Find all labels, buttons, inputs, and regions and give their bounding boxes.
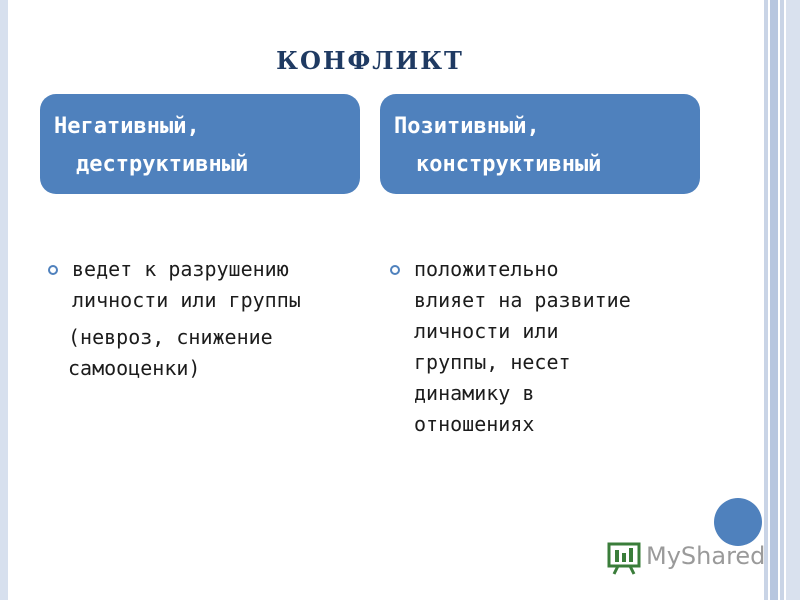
slide-title: КОНФЛИКТ: [276, 46, 464, 75]
negative-box-line1: Негативный,: [54, 114, 200, 139]
left-frame-bar: [0, 0, 8, 600]
positive-text: положительно влияет на развитие личности или группы, несет динамику в отношениях: [414, 257, 631, 436]
negative-box-line2: деструктивный: [76, 152, 249, 177]
bullet-icon: [48, 265, 58, 275]
decorative-circle: [714, 498, 762, 546]
presentation-board-icon: [606, 540, 642, 576]
positive-box-line1: Позитивный,: [394, 114, 540, 139]
positive-box: [380, 94, 700, 194]
negative-text: ведет к разрушению личности или группы: [72, 257, 301, 312]
negative-box: [40, 94, 360, 194]
bullet-icon: [390, 265, 400, 275]
right-decorative-bars: [764, 0, 800, 600]
positive-box-line2: конструктивный: [416, 152, 602, 177]
negative-subtext: (невроз, снижение самооценки): [68, 325, 273, 380]
watermark-text: MyShared: [646, 542, 766, 570]
